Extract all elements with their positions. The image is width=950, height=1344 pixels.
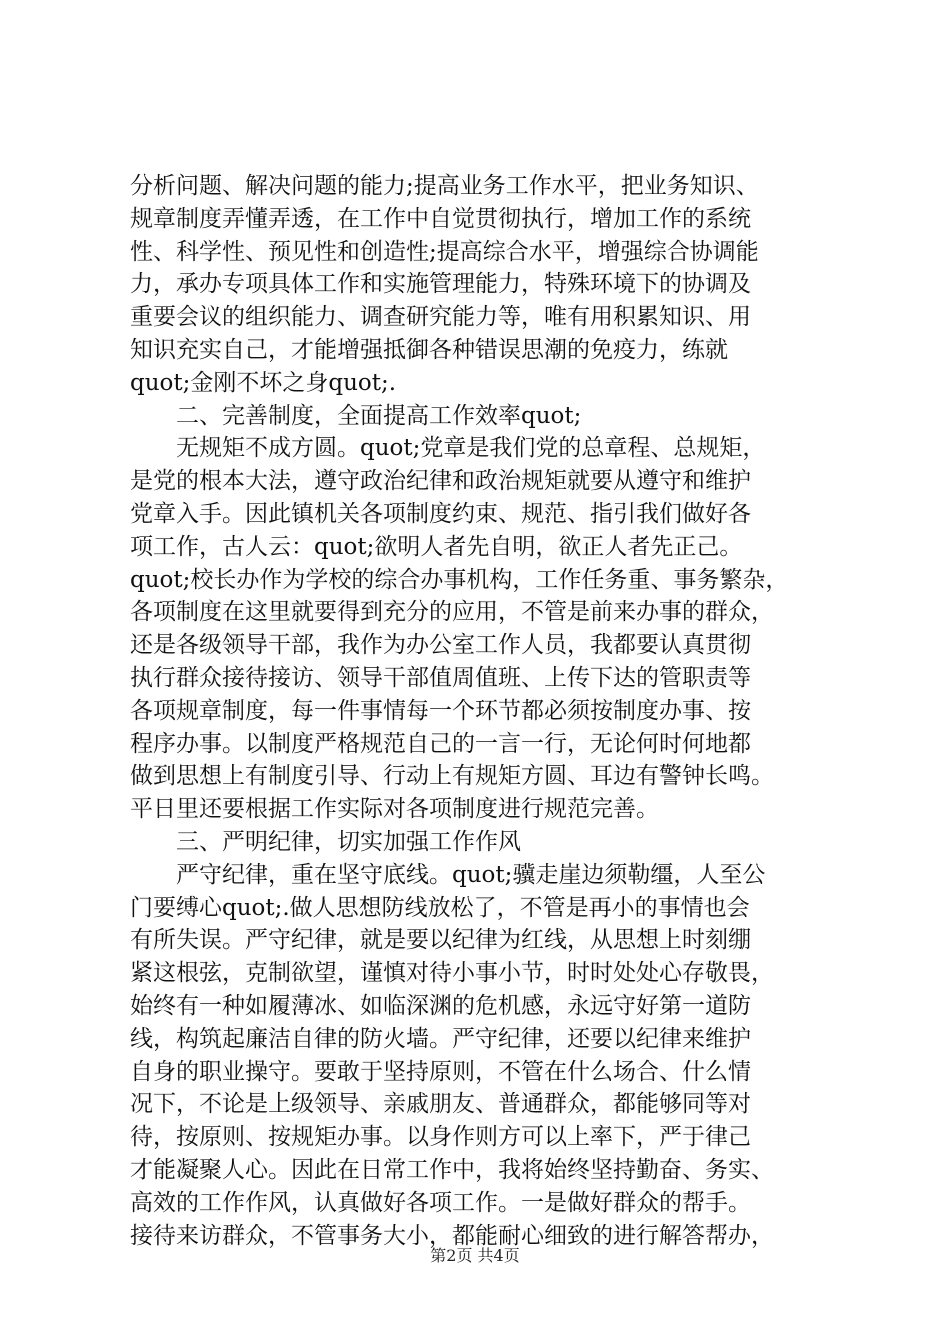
text-line: 平日里还要根据工作实际对各项制度进行规范完善。 [130,796,659,823]
text-line: 才能凝聚人心。因此在日常工作中，我将始终坚持勤奋、务实、 [130,1156,774,1183]
text-line: 自身的职业操守。要敢于坚持原则，不管在什么场合、什么情 [130,1058,751,1085]
text-line: 待，按原则、按规矩办事。以身作则方可以上率下，严于律己 [130,1124,751,1151]
text-line: 二、完善制度，全面提高工作效率quot; [176,402,582,429]
text-line: 还是各级领导干部，我作为办公室工作人员，我都要认真贯彻 [130,632,751,659]
text-line: 规章制度弄懂弄透，在工作中自觉贯彻执行，增加工作的系统 [130,205,751,232]
text-line: 线，构筑起廉洁自律的防火墙。严守纪律，还要以纪律来维护 [130,1025,751,1052]
text-line: 重要会议的组织能力、调查研究能力等，唯有用积累知识、用 [130,304,751,331]
text-line: 紧这根弦，克制欲望，谨慎对待小事小节，时时处处心存敬畏， [130,960,774,987]
text-line: 性、科学性、预见性和创造性;提高综合水平，增强综合协调能 [130,238,759,265]
text-line: 严守纪律，重在坚守底线。quot;骥走崖边须勒缰，人至公 [176,861,766,888]
text-line: 各项制度在这里就要得到充分的应用，不管是前来办事的群众， [130,599,774,626]
text-line: 分析问题、解决问题的能力;提高业务工作水平，把业务知识、 [130,173,759,199]
text-line: 接待来访群众，不管事务大小，都能耐心细致的进行解答帮办， [130,1222,774,1249]
text-line: 高效的工作作风，认真做好各项工作。一是做好群众的帮手。 [130,1189,751,1216]
text-line: 始终有一种如履薄冰、如临深渊的危机感，永远守好第一道防 [130,992,751,1019]
text-line: 执行群众接待接访、领导干部值周值班、上传下达的管职责等 [130,664,751,691]
text-line: quot;金刚不坏之身quot;. [130,369,397,396]
text-line: 无规矩不成方圆。quot;党章是我们党的总章程、总规矩， [176,435,766,462]
text-line: 有所失误。严守纪律，就是要以纪律为红线，从思想上时刻绷 [130,927,751,954]
text-line: 程序办事。以制度严格规范自己的一言一行，无论何时何地都 [130,730,751,757]
text-line: 门要缚心quot;.做人思想防线放松了，不管是再小的事情也会 [130,894,750,921]
text-line: 是党的根本大法，遵守政治纪律和政治规矩就要从遵守和维护 [130,468,751,495]
text-line: 知识充实自己，才能增强抵御各种错误思潮的免疫力，练就 [130,336,728,363]
text-line: 做到思想上有制度引导、行动上有规矩方圆、耳边有警钟长鸣。 [130,763,774,790]
page-footer: 第2页 共4页 [430,1246,520,1265]
document-body [130,170,830,1252]
text-line: 党章入手。因此镇机关各项制度约束、规范、指引我们做好各 [130,500,751,527]
text-line: 项工作，古人云：quot;欲明人者先自明，欲正人者先正己。 [130,533,743,560]
text-line: 力，承办专项具体工作和实施管理能力，特殊环境下的协调及 [130,271,751,298]
text-line: 三、严明纪律，切实加强工作作风 [176,828,521,855]
text-line: 况下，不论是上级领导、亲戚朋友、普通群众，都能够同等对 [130,1091,751,1118]
text-line: quot;校长办作为学校的综合办事机构，工作任务重、事务繁杂， [130,566,789,593]
text-line: 各项规章制度，每一件事情每一个环节都必须按制度办事、按 [130,697,751,724]
